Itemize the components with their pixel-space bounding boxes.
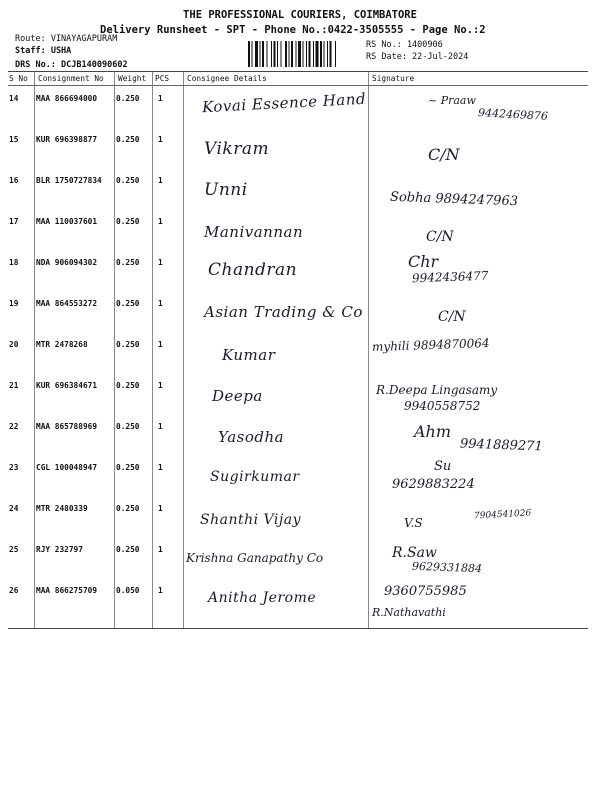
signature-mark: R.Deepa Lingasamy: [376, 383, 498, 397]
row-sno: 24: [9, 504, 19, 513]
table-row: [8, 127, 588, 165]
table-row: [8, 168, 588, 210]
row-consignment: MTR 2478268: [36, 340, 88, 349]
row-pcs: 1: [158, 340, 163, 349]
row-sno: 19: [9, 299, 19, 308]
signature-mark: Su: [434, 459, 452, 474]
row-weight: 0.250: [116, 463, 140, 472]
table-row: [8, 373, 588, 411]
consignee-name: Anitha Jerome: [208, 590, 317, 606]
signature-mark: R.Saw: [392, 545, 437, 561]
row-weight: 0.250: [116, 299, 140, 308]
row-sno: 14: [9, 94, 19, 103]
signature-phone: 9629331884: [411, 559, 483, 576]
consignee-name: Yasodha: [218, 428, 285, 446]
row-pcs: 1: [158, 299, 163, 308]
row-weight: 0.250: [116, 217, 140, 226]
row-consignment: MTR 2480339: [36, 504, 88, 513]
row-sno: 20: [9, 340, 19, 349]
route-label: Route: VINAYAGAPURAM: [15, 34, 118, 44]
row-pcs: 1: [158, 135, 163, 144]
table-row: [8, 455, 588, 493]
row-consignment: NDA 906094302: [36, 258, 98, 267]
consignee-name: Asian Trading & Co: [204, 303, 363, 321]
row-sno: 18: [9, 258, 19, 267]
table-row: [8, 291, 588, 329]
row-consignment: RJY 232797: [36, 545, 83, 554]
consignee-name: Chandran: [208, 260, 298, 280]
row-pcs: 1: [158, 176, 163, 185]
runsheet-table: [8, 71, 588, 629]
signature-mark: Sobha 9894247963: [389, 189, 519, 210]
signature-phone: 7904541026: [473, 508, 532, 522]
table-row: [8, 537, 588, 575]
row-pcs: 1: [158, 422, 163, 431]
table-row: [8, 332, 588, 370]
row-consignment: MAA 865788969: [36, 422, 98, 431]
consignee-name: Vikram: [204, 139, 270, 159]
consignee-name: Sugirkumar: [210, 469, 300, 485]
document-title: THE PROFESSIONAL COURIERS, COIMBATORE: [183, 9, 417, 21]
drs-number: DRS No.: DCJB140090602: [15, 60, 128, 70]
staff-label: Staff: USHA: [15, 46, 72, 56]
signature-mark: V.S: [404, 516, 423, 530]
row-weight: 0.250: [116, 94, 140, 103]
row-sno: 21: [9, 381, 19, 390]
table-row: [8, 209, 588, 247]
table-row: [8, 414, 588, 455]
table-row: [8, 250, 588, 288]
table-row: [8, 86, 588, 124]
signature-phone: 9942436477: [411, 268, 489, 286]
signature-phone: 9629883224: [392, 477, 475, 492]
consignee-name: Krishna Ganapathy Co: [186, 551, 324, 565]
consignee-name: Deepa: [212, 387, 263, 405]
signature-mark: ~ Praaw: [428, 94, 476, 107]
column-header-consignee: Consignee Details: [187, 74, 267, 83]
signature-mark: C/N: [438, 309, 466, 325]
rs-date: RS Date: 22-Jul-2024: [366, 52, 469, 62]
row-pcs: 1: [158, 463, 163, 472]
row-weight: 0.250: [116, 504, 140, 513]
document-subtitle: Delivery Runsheet - SPT - Phone No.:0422-3505555 - Page No.:2: [100, 24, 486, 36]
row-sno: 26: [9, 586, 19, 595]
consignee-name: Kovai Essence Hand: [201, 89, 367, 117]
row-weight: 0.250: [116, 176, 140, 185]
signature-phone: 9940558752: [404, 399, 481, 413]
row-sno: 25: [9, 545, 19, 554]
row-sno: 16: [9, 176, 19, 185]
row-pcs: 1: [158, 94, 163, 103]
row-consignment: KUR 696398877: [36, 135, 98, 144]
signature-phone: 9941889271: [459, 436, 543, 455]
signature-mark: Chr: [408, 252, 439, 271]
signature-phone: 9442469876: [477, 106, 549, 123]
signature-mark: myhili 9894870064: [371, 335, 490, 355]
row-weight: 0.250: [116, 381, 140, 390]
row-consignment: BLR 1750727834: [36, 176, 102, 185]
signature-mark: C/N: [426, 229, 454, 245]
consignee-name: Unni: [204, 180, 248, 200]
signature-phone: 9360755985: [384, 584, 467, 599]
row-weight: 0.050: [116, 586, 140, 595]
row-weight: 0.250: [116, 135, 140, 144]
row-sno: 17: [9, 217, 19, 226]
signature-mark: C/N: [428, 145, 460, 164]
column-header-sno: S No: [9, 74, 28, 83]
row-pcs: 1: [158, 545, 163, 554]
signature-mark: Ahm: [414, 422, 452, 441]
row-consignment: MAA 110037601: [36, 217, 98, 226]
column-header-weight: Weight: [118, 74, 147, 83]
consignee-name: Kumar: [222, 346, 276, 364]
consignee-name: Shanthi Vijay: [200, 512, 301, 528]
rs-number: RS No.: 1400906: [366, 40, 443, 50]
row-pcs: 1: [158, 258, 163, 267]
column-header-pcs: PCS: [155, 74, 170, 83]
consignee-name: Manivannan: [204, 223, 304, 241]
row-pcs: 1: [158, 381, 163, 390]
column-header-signature: Signature: [372, 74, 415, 83]
row-pcs: 1: [158, 217, 163, 226]
row-weight: 0.250: [116, 422, 140, 431]
row-consignment: MAA 866275709: [36, 586, 98, 595]
row-consignment: MAA 864553272: [36, 299, 98, 308]
row-consignment: MAA 866694000: [36, 94, 98, 103]
barcode: [248, 41, 360, 67]
row-weight: 0.250: [116, 340, 140, 349]
row-weight: 0.250: [116, 545, 140, 554]
table-row: [8, 496, 588, 534]
row-consignment: KUR 696384671: [36, 381, 98, 390]
row-pcs: 1: [158, 586, 163, 595]
row-consignment: CGL 100048947: [36, 463, 98, 472]
row-sno: 22: [9, 422, 19, 431]
signature-mark: R.Nathavathi: [372, 606, 446, 619]
row-pcs: 1: [158, 504, 163, 513]
column-header-consignment: Consignment No: [38, 74, 104, 83]
table-row: [8, 578, 588, 619]
row-weight: 0.250: [116, 258, 140, 267]
row-sno: 15: [9, 135, 19, 144]
row-sno: 23: [9, 463, 19, 472]
